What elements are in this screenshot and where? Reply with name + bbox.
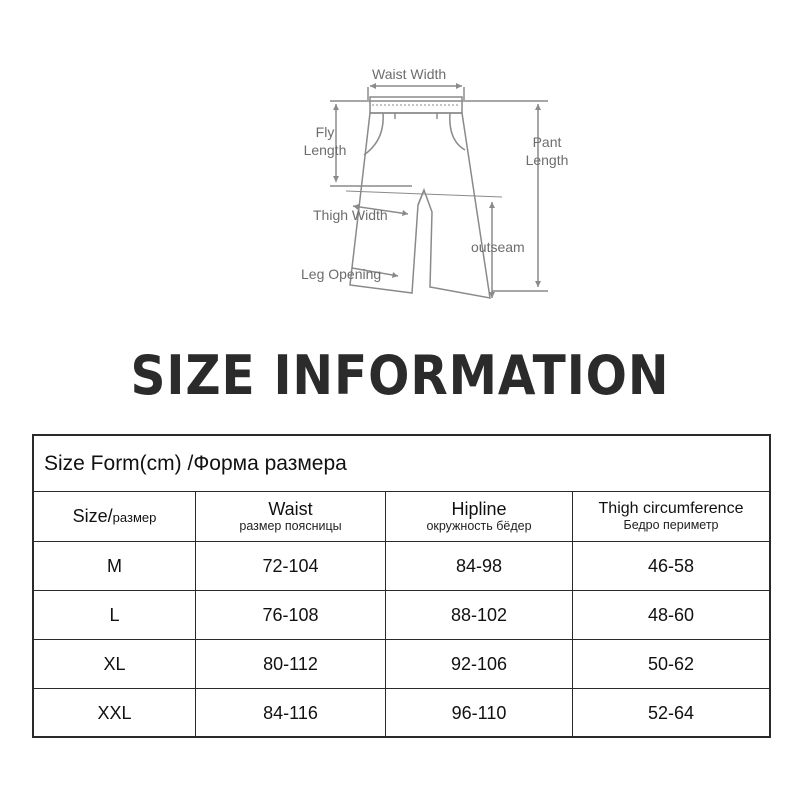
outseam-label: outseam xyxy=(471,239,525,255)
header-hipline xyxy=(386,492,573,541)
header-size-sub: размер xyxy=(112,510,157,525)
size-cell: XL xyxy=(34,640,196,688)
header-thigh-main: Thigh circumference xyxy=(598,500,744,517)
size-cell: M xyxy=(34,542,196,590)
waist-cell: 72-104 xyxy=(196,542,386,590)
hipline-cell: 96-110 xyxy=(386,689,573,738)
waist-cell: 80-112 xyxy=(196,640,386,688)
thigh-cell: 50-62 xyxy=(647,653,695,674)
hipline-cell: 92-106 xyxy=(386,640,573,688)
thigh-cell: 48-60 xyxy=(647,604,695,625)
fly-length-label-line2: Length xyxy=(303,142,347,158)
waist-cell: 76-108 xyxy=(196,591,386,639)
header-size xyxy=(34,492,196,541)
header-size-text xyxy=(73,506,157,527)
fly-length-label-line1: Fly xyxy=(315,124,335,140)
measurement-diagram xyxy=(0,0,800,320)
thigh-cell: 46-58 xyxy=(647,555,695,576)
hipline-cell: 84-98 xyxy=(386,542,573,590)
header-hipline-main: Hipline xyxy=(451,499,507,519)
table-row xyxy=(34,542,769,591)
size-cell: XXL xyxy=(34,689,196,738)
thigh-cell: 52-64 xyxy=(647,703,695,723)
pant-length-label-line2: Length xyxy=(525,152,569,168)
header-hipline-sub: окружность бёдер xyxy=(426,519,532,533)
size-cell: L xyxy=(34,591,196,639)
size-table xyxy=(32,434,771,738)
waist-width-label: Waist Width xyxy=(372,66,447,82)
pant-length-label-line1: Pant xyxy=(532,134,562,150)
table-grid xyxy=(34,492,769,738)
page-title: SIZE INFORMATION xyxy=(130,344,670,407)
header-thigh-sub: Бедро периметр xyxy=(623,518,719,532)
table-caption: Size Form(cm) /Форма размера xyxy=(34,436,769,492)
table-row xyxy=(34,689,769,738)
pant-length-label xyxy=(522,133,572,169)
thigh-width-label: Thigh Width xyxy=(313,207,388,223)
header-size-main: Size/ xyxy=(72,506,113,526)
fly-length-label xyxy=(300,123,350,159)
hipline-cell: 88-102 xyxy=(386,591,573,639)
shorts-diagram-drawing xyxy=(0,0,800,320)
header-waist-main: Waist xyxy=(268,499,313,519)
table-header-row xyxy=(34,492,769,542)
header-thigh xyxy=(573,492,769,541)
header-waist-sub: размер поясницы xyxy=(239,519,342,533)
waist-cell: 84-116 xyxy=(196,689,386,738)
leg-opening-label: Leg Opening xyxy=(301,266,382,282)
header-waist xyxy=(196,492,386,541)
table-row xyxy=(34,640,769,689)
table-row xyxy=(34,591,769,640)
